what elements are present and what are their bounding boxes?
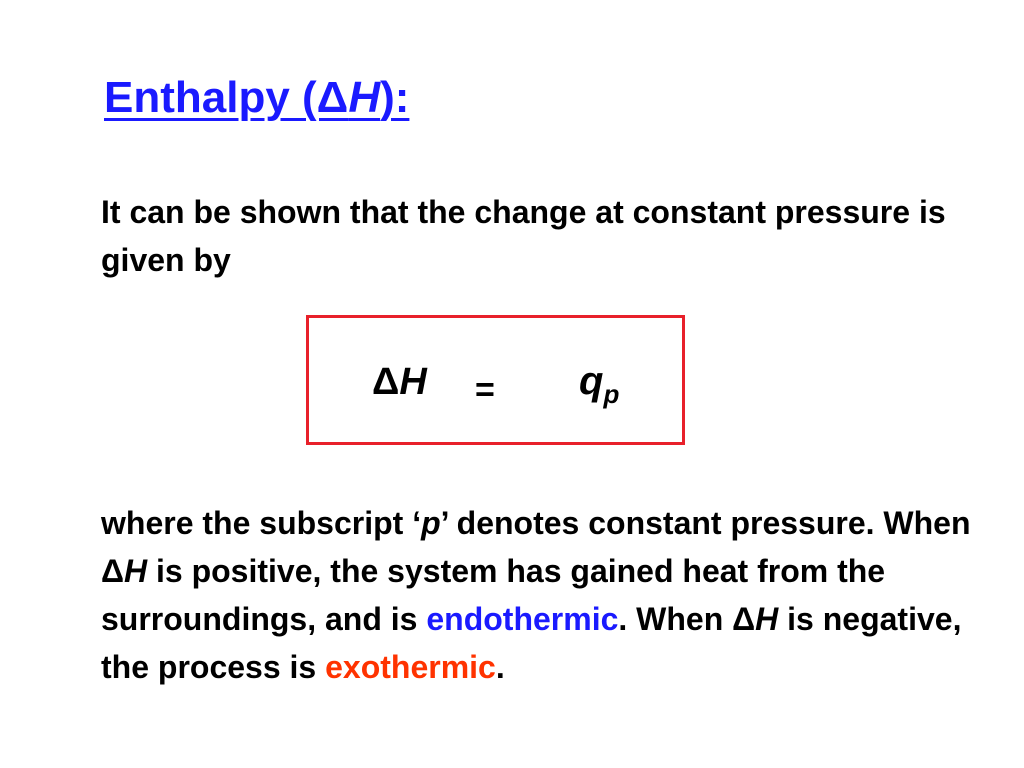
explanation-paragraph xyxy=(101,499,1001,691)
explanation-part-1: where the subscript ‘ xyxy=(101,505,422,541)
equation-equals-sign: = xyxy=(475,371,495,409)
explanation-part-4: . When Δ xyxy=(618,601,756,637)
equation-rhs xyxy=(579,358,620,409)
equation-delta: Δ xyxy=(372,361,400,403)
subscript-symbol-p: p xyxy=(421,505,441,541)
explanation-variable-h-2: H xyxy=(755,601,779,637)
endothermic-term: endothermic xyxy=(426,601,619,637)
equation-subscript-p: p xyxy=(603,379,620,409)
title-text-after: ): xyxy=(380,73,410,122)
title-text-before: Enthalpy (Δ xyxy=(104,73,349,122)
equation-variable-h: H xyxy=(399,361,427,403)
explanation-part-2: ’ denotes constant pressure. When Δ xyxy=(101,505,971,589)
explanation-part-5: is negative, the process is xyxy=(101,601,962,685)
exothermic-term: exothermic xyxy=(325,649,496,685)
explanation-variable-h-1: H xyxy=(124,553,148,589)
equation-lhs xyxy=(372,360,427,404)
intro-paragraph: It can be shown that the change at constant pressure is given by xyxy=(101,194,946,278)
equation-variable-q: q xyxy=(579,359,604,403)
equation-box xyxy=(306,315,685,445)
slide-title xyxy=(104,72,409,124)
title-variable-h: H xyxy=(348,73,381,122)
explanation-part-6: . xyxy=(495,649,505,685)
explanation-part-3: is positive, the system has gained heat from the surroundings, and is xyxy=(101,553,886,637)
